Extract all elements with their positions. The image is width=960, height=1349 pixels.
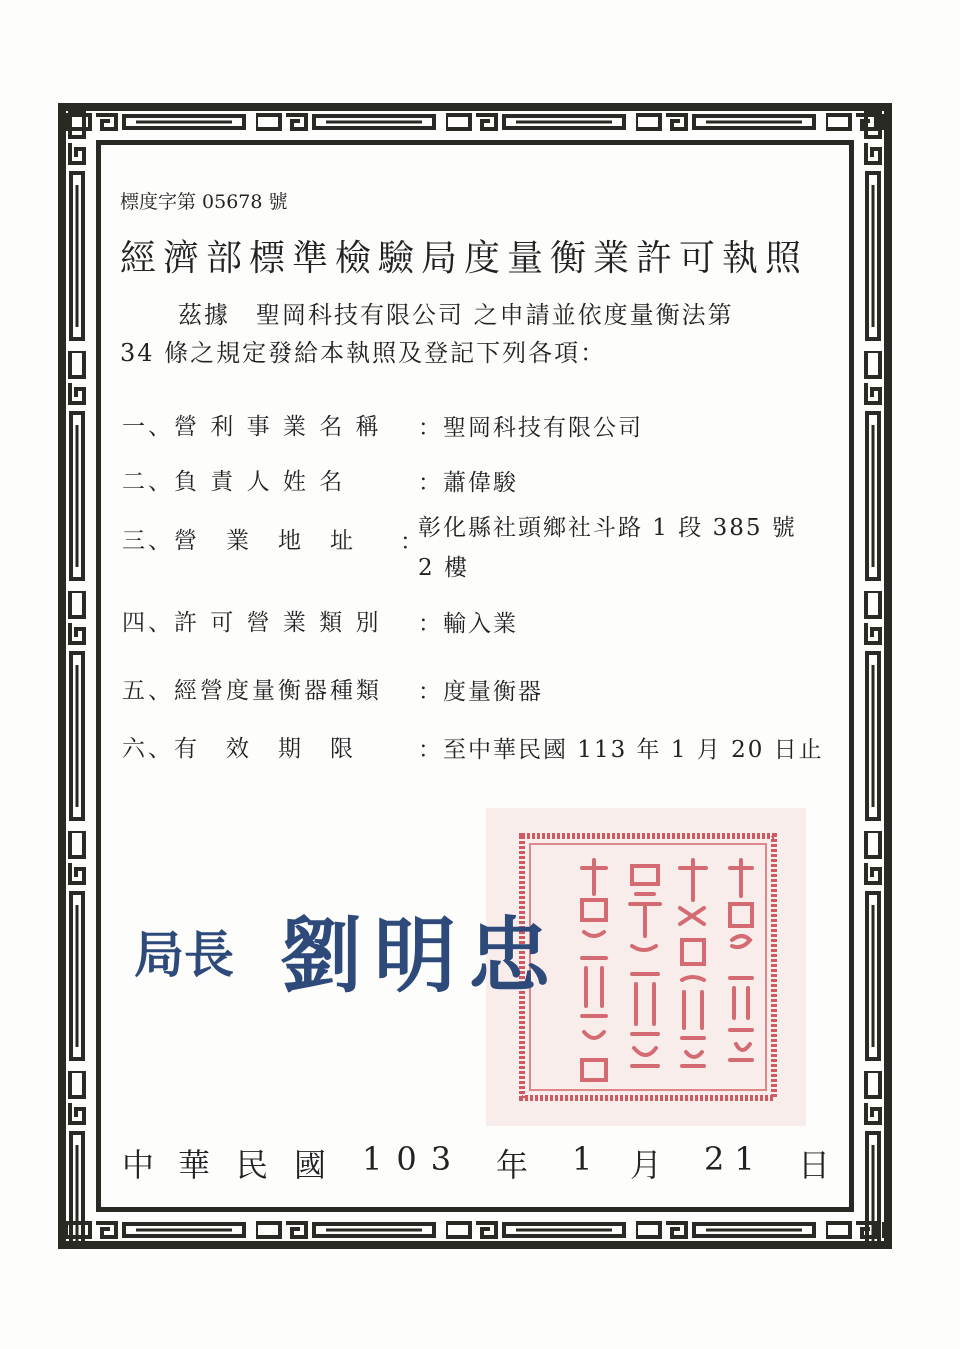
issue-date [122, 1140, 834, 1184]
certificate-number: 標度字第 05678 號 [120, 191, 288, 213]
address-line-2: 2 樓 [418, 555, 469, 581]
date-part: 中 [122, 1146, 155, 1184]
frame-ornament-right [862, 111, 884, 1241]
address-colon: ： [400, 529, 425, 555]
intro-line-1: 茲據 聖岡科技有限公司 之申請並依度量衡法第 [178, 301, 734, 329]
date-part: 日 [798, 1146, 831, 1184]
date-part: 月 [630, 1146, 663, 1184]
date-day: 21 [704, 1140, 765, 1178]
item-value: ：至中華民國 113 年 1 月 20 日止 [418, 737, 824, 763]
item-label: 六、有 效 期 限 [122, 736, 356, 762]
item-label: 三、營 業 地 址 [122, 528, 356, 554]
intro-line-2: 34 條之規定發給本執照及登記下列各項： [120, 339, 607, 367]
address-line-1: 彰化縣社頭鄉社斗路 1 段 385 號 [418, 515, 797, 541]
item-value [400, 508, 838, 588]
item-label: 一、營 利 事 業 名 稱 [122, 414, 382, 440]
frame-ornament-top [66, 111, 884, 133]
item-value: ：輸入業 [418, 611, 518, 637]
date-part: 國 [294, 1146, 327, 1184]
signature-title: 局長 [134, 925, 234, 984]
frame-ornament-bottom [66, 1219, 884, 1241]
item-label: 四、許 可 營 業 類 別 [122, 610, 382, 636]
date-month: 1 [572, 1140, 593, 1178]
item-label: 二、負 責 人 姓 名 [122, 469, 346, 495]
item-value: ：聖岡科技有限公司 [418, 415, 643, 441]
signature-name: 劉明忠 [280, 908, 563, 1004]
certificate-title: 經濟部標準檢驗局度量衡業許可執照 [120, 238, 809, 279]
director-signature [130, 880, 600, 1010]
frame-ornament-left [66, 111, 88, 1241]
date-part: 民 [236, 1146, 269, 1184]
item-label: 五、經營度量衡器種類 [122, 678, 382, 704]
item-value: ：度量衡器 [418, 679, 543, 705]
date-part: 華 [178, 1146, 211, 1184]
signature-stamp-icon [130, 880, 600, 1010]
item-value: ：蕭偉駿 [418, 470, 518, 496]
date-part: 年 [496, 1146, 529, 1184]
date-year: 103 [362, 1140, 466, 1178]
